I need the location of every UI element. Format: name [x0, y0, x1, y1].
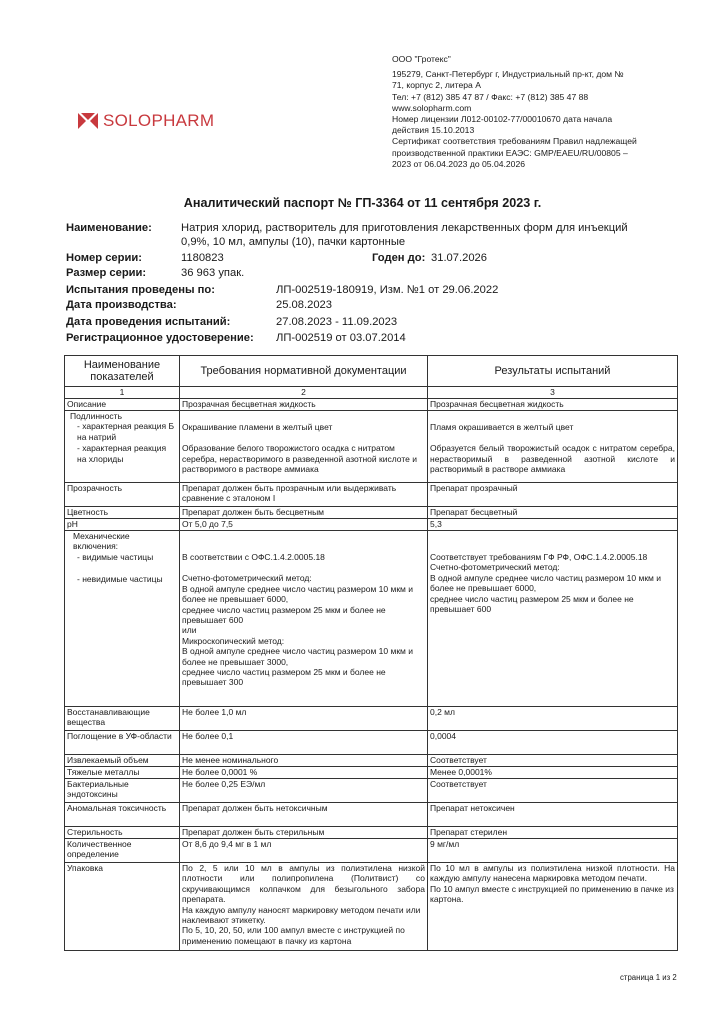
row-label: Стерильность: [65, 827, 180, 839]
certificate-line: 2023 от 06.04.2023 до 05.04.2026: [392, 158, 526, 169]
requirement-text: Окрашивание пламени в желтый цвет: [182, 422, 333, 432]
tests-label: Испытания проведены по:: [66, 284, 215, 296]
registration-value: ЛП-002519 от 03.07.2014: [276, 332, 406, 344]
row-sublabel: - видимые частицы: [77, 551, 154, 562]
requirement-text: В одной ампуле среднее число частиц размером 10 мкм и более не превышает 6000,: [182, 583, 414, 605]
expiry-label: Годен до:: [372, 252, 426, 264]
test-date-label: Дата проведения испытаний:: [66, 316, 231, 328]
table-row: [65, 755, 678, 767]
requirement-text: В соответствии с ОФС.1.4.2.0005.18: [182, 552, 325, 562]
col-number: 2: [180, 387, 428, 399]
solopharm-logo: [78, 111, 214, 131]
row-label: Бактериальные эндотоксины: [65, 779, 180, 803]
col-number: 3: [428, 387, 678, 399]
row-requirement: Не менее номинального: [180, 755, 428, 767]
website-line: www.solopharm.com: [392, 102, 472, 113]
row-label: Количественное определение: [65, 839, 180, 863]
certificate-line: производственной практики ЕАЭС: GMP/EAEU/RU/00805 –: [392, 147, 628, 158]
row-result: [428, 863, 678, 951]
row-label-group: [65, 531, 180, 707]
row-requirement: Не более 1,0 мл: [180, 707, 428, 731]
requirement-text: Образование белого творожистого осадка с нитратом серебра, нерастворимого в разведенной азотной кислоте и растворимого в растворе аммиака: [182, 443, 417, 475]
name-value-line2: 0,9%, 10 мл, ампулы (10), пачки картонные: [181, 236, 406, 248]
requirement-text: По 2, 5 или 10 мл в ампулы из полиэтилена низкой плотности или полипропилена (Политвист) со скручивающимся колпачком для безыгольного забора препарата.: [182, 863, 425, 905]
requirement-text: Счетно-фотометрический метод:: [182, 573, 312, 584]
name-value-line1: Натрия хлорид, растворитель для приготовления лекарственных форм для инъекций: [181, 222, 628, 234]
row-result: 9 мг/мл: [428, 839, 678, 863]
row-label: Механические включения:: [73, 531, 130, 552]
row-requirement: [180, 531, 428, 707]
test-date-value: 27.08.2023 - 11.09.2023: [276, 316, 398, 328]
row-requirement: Препарат должен быть прозрачным или выдерживать сравнение с эталоном I: [180, 483, 428, 507]
row-label: Упаковка: [65, 863, 180, 951]
col-header-results: Результаты испытаний: [428, 356, 678, 387]
result-text: Соответствует требованиям ГФ РФ, ОФС.1.4.2.0005.18: [430, 552, 648, 562]
row-label: Восстанавливающие вещества: [65, 707, 180, 731]
row-label: pH: [65, 519, 180, 531]
row-requirement: Препарат должен быть бесцветным: [180, 507, 428, 519]
requirement-text: По 5, 10, 20, 50, или 100 ампул вместе с инструкцией по применению помещают в пачку из картона: [182, 925, 405, 946]
row-label-group: [65, 411, 180, 483]
table-row: [65, 707, 678, 731]
row-requirement: Препарат должен быть стерильным: [180, 827, 428, 839]
table-row: [65, 827, 678, 839]
col-header-requirements: Требования нормативной документации: [180, 356, 428, 387]
result-text: Образуется белый творожистый осадок с нитратом серебра, нерастворимый в разведенной азотной кислоте и растворимый в растворе аммиака: [430, 443, 675, 475]
requirement-text: или: [182, 625, 197, 636]
row-requirement: От 8,6 до 9,4 мг в 1 мл: [180, 839, 428, 863]
series-value: 1180823: [181, 252, 224, 264]
table-row: [65, 731, 678, 755]
row-requirement: Препарат должен быть нетоксичным: [180, 803, 428, 827]
requirement-text: В одной ампуле среднее число частиц размером 10 мкм и более не превышает 3000,: [182, 646, 414, 667]
row-requirement: От 5,0 до 7,5: [180, 519, 428, 531]
row-sublabel: - характерная реакция на хлориды: [77, 443, 167, 464]
result-text: По 10 ампул вместе с инструкцией по применению в пачке из картона.: [430, 883, 674, 905]
row-label: Аномальная токсичность: [65, 803, 180, 827]
requirement-text: Микроскопический метод:: [182, 635, 285, 646]
table-row: [65, 483, 678, 507]
row-sublabel: - невидимые частицы: [77, 574, 163, 585]
address-line: 195279, Санкт-Петербург г, Индустриальный пр-кт, дом №: [392, 69, 624, 80]
row-result: 0,0004: [428, 731, 678, 755]
table-row: [65, 519, 678, 531]
table-header-row: [65, 356, 678, 387]
result-text: В одной ампуле среднее число частиц размером 10 мкм и более не превышает 6000,: [430, 572, 662, 594]
result-text: Счетно-фотометрический метод:: [430, 562, 560, 573]
row-requirement: Не более 0,1: [180, 731, 428, 755]
table-row: [65, 531, 678, 707]
phone-line: Тел: +7 (812) 385 47 87 / Факс: +7 (812) 385 47 88: [392, 91, 589, 102]
row-label: Тяжелые металлы: [65, 767, 180, 779]
row-label: Подлинность: [70, 411, 123, 421]
size-value: 36 963 упак.: [181, 267, 245, 279]
page-number: страница 1 из 2: [620, 973, 677, 982]
table-row: [65, 507, 678, 519]
tests-value: ЛП-002519-180919, Изм. №1 от 29.06.2022: [276, 284, 499, 296]
document-title: Аналитический паспорт № ГП-3364 от 11 сентября 2023 г.: [183, 196, 542, 210]
row-label: Прозрачность: [65, 483, 180, 507]
table-row: [65, 399, 678, 411]
row-label: Описание: [65, 399, 180, 411]
table-number-row: [65, 387, 678, 399]
registration-label: Регистрационное удостоверение:: [66, 332, 254, 344]
production-date-label: Дата производства:: [66, 299, 177, 311]
row-result: Соответствует: [428, 755, 678, 767]
company-name: ООО "Гротекс": [392, 54, 451, 64]
row-result: Препарат нетоксичен: [428, 803, 678, 827]
row-result: [428, 531, 678, 707]
row-result: Соответствует: [428, 779, 678, 803]
row-requirement: Не более 0,0001 %: [180, 767, 428, 779]
requirement-text: На каждую ампулу наносят маркировку методом печати или наклеивают этикетку.: [182, 904, 421, 926]
series-label: Номер серии:: [66, 252, 142, 264]
row-result: 0,2 мл: [428, 707, 678, 731]
row-result: Препарат стерилен: [428, 827, 678, 839]
result-text: По 10 мл в ампулы из полиэтилена низкой плотности. На каждую ампулу нанесена маркировка методом печати.: [430, 863, 675, 884]
row-label: Цветность: [65, 507, 180, 519]
row-requirement: [180, 863, 428, 951]
table-row: [65, 803, 678, 827]
row-result: [428, 411, 678, 483]
company-info: [392, 54, 682, 170]
expiry-value: 31.07.2026: [431, 252, 487, 264]
row-requirement: Прозрачная бесцветная жидкость: [180, 399, 428, 411]
size-label: Размер серии:: [66, 267, 147, 279]
row-label: Поглощение в УФ-области: [65, 731, 180, 755]
col-header-indicator: Наименование показателей: [65, 356, 180, 387]
row-result: Препарат прозрачный: [428, 483, 678, 507]
result-text: Пламя окрашивается в желтый цвет: [430, 422, 574, 432]
row-result: 5,3: [428, 519, 678, 531]
row-label: Извлекаемый объем: [65, 755, 180, 767]
table-row: [65, 411, 678, 483]
certificate-line: Сертификат соответствия требованиям Правил надлежащей: [392, 136, 637, 147]
row-sublabel: - характерная реакция Б на натрий: [77, 421, 175, 442]
logo-text: SOLOPHARM: [103, 111, 215, 130]
production-date-value: 25.08.2023: [276, 299, 332, 311]
license-line: действия 15.10.2013: [392, 125, 475, 136]
row-requirement: Не более 0,25 ЕЭ/мл: [180, 779, 428, 803]
row-requirement: [180, 411, 428, 483]
table-row: [65, 767, 678, 779]
requirement-text: среднее число частиц размером 25 мкм и более не превышает 600: [182, 604, 386, 626]
solopharm-mark-icon: [78, 113, 98, 129]
row-result: Препарат бесцветный: [428, 507, 678, 519]
name-label: Наименование:: [66, 222, 152, 234]
requirement-text: среднее число частиц размером 25 мкм и более не превышает 300: [182, 667, 386, 688]
result-text: среднее число частиц размером 25 мкм и более не превышает 600: [430, 593, 634, 615]
results-table: [64, 355, 678, 951]
row-result: Прозрачная бесцветная жидкость: [428, 399, 678, 411]
table-row: [65, 839, 678, 863]
col-number: 1: [65, 387, 180, 399]
table-row: [65, 863, 678, 951]
table-row: [65, 779, 678, 803]
address-line: 71, корпус 2, литера А: [392, 80, 481, 91]
row-result: Менее 0,0001%: [428, 767, 678, 779]
license-line: Номер лицензии Л012-00102-77/00010670 дата начала: [392, 114, 613, 125]
